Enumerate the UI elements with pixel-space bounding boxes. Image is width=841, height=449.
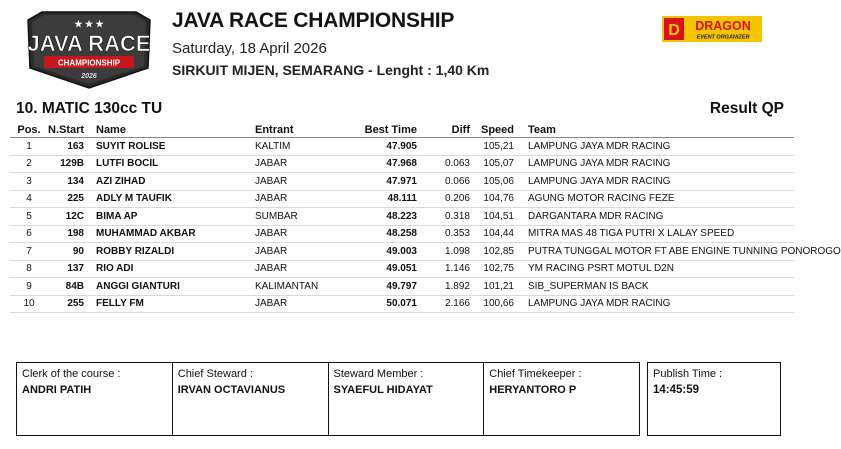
best-time-cell: 50.071 xyxy=(386,298,417,310)
diff-cell: 1.146 xyxy=(444,263,470,275)
official-name: IRVAN OCTAVIANUS xyxy=(177,384,286,396)
race-class: 10. MATIC 130cc TU xyxy=(16,100,163,117)
table-row xyxy=(10,243,841,261)
officials-panel xyxy=(16,362,640,436)
table-row xyxy=(10,278,794,296)
entrant-cell: KALIMANTAN xyxy=(255,280,319,292)
pos-cell: 8 xyxy=(26,263,32,275)
svg-text:2026: 2026 xyxy=(81,73,97,80)
start-number-cell: 90 xyxy=(72,245,84,257)
svg-text:★ ★ ★: ★ ★ ★ xyxy=(74,19,104,29)
pos-cell: 3 xyxy=(26,175,32,187)
pos-cell: 10 xyxy=(23,298,35,310)
rider-name-cell: ANGGI GIANTURI xyxy=(96,280,180,292)
table-row xyxy=(10,261,794,279)
col-name: Name xyxy=(96,123,126,136)
official-label: Steward Member : xyxy=(333,368,424,380)
entrant-cell: JABAR xyxy=(255,228,288,240)
official-name: SYAEFUL HIDAYAT xyxy=(333,384,433,396)
rider-name-cell: AZI ZIHAD xyxy=(96,175,146,187)
event-date: Saturday, 18 April 2026 xyxy=(172,40,327,57)
official-label: Chief Steward : xyxy=(177,368,253,380)
result-type: Result QP xyxy=(709,100,784,117)
entrant-cell: JABAR xyxy=(255,175,288,187)
best-time-cell: 47.905 xyxy=(386,140,417,152)
team-cell: YM RACING PSRT MOTUL D2N xyxy=(528,263,674,275)
best-time-cell: 47.971 xyxy=(386,175,417,187)
col-entrant: Entrant xyxy=(255,123,294,136)
table-row xyxy=(10,296,794,314)
diff-cell: 0.063 xyxy=(444,158,470,170)
publish-time-box xyxy=(647,362,781,436)
diff-cell: 0.318 xyxy=(444,210,470,222)
event-title: JAVA RACE CHAMPIONSHIP xyxy=(172,9,455,32)
svg-text:JAVA RACE: JAVA RACE xyxy=(27,31,151,56)
official-chief-timekeeper xyxy=(484,363,639,435)
best-time-cell: 49.003 xyxy=(386,245,417,257)
rider-name-cell: FELLY FM xyxy=(96,298,144,310)
team-cell: SIB_SUPERMAN IS BACK xyxy=(528,280,649,292)
speed-cell: 105,21 xyxy=(483,140,514,152)
official-label: Chief Timekeeper : xyxy=(489,368,582,380)
diff-cell: 1.098 xyxy=(444,245,470,257)
publish-time: 14:45:59 xyxy=(653,384,700,396)
team-cell: LAMPUNG JAYA MDR RACING xyxy=(528,175,671,187)
table-row xyxy=(10,226,794,244)
speed-cell: 102,75 xyxy=(483,263,514,275)
official-chief-steward xyxy=(173,363,329,435)
col-team: Team xyxy=(528,123,556,136)
best-time-cell: 47.968 xyxy=(386,158,417,170)
col-diff: Diff xyxy=(451,123,470,136)
start-number-cell: 84B xyxy=(65,280,84,292)
diff-cell: 1.892 xyxy=(444,280,470,292)
col-best-time: Best Time xyxy=(364,123,417,136)
team-cell: LAMPUNG JAYA MDR RACING xyxy=(528,158,671,170)
col-speed: Speed xyxy=(480,123,514,136)
start-number-cell: 134 xyxy=(67,175,84,187)
speed-cell: 105,06 xyxy=(483,175,514,187)
speed-cell: 104,51 xyxy=(483,210,514,222)
pos-cell: 9 xyxy=(26,280,32,292)
best-time-cell: 48.111 xyxy=(387,193,417,205)
official-clerk xyxy=(17,363,173,435)
table-row xyxy=(10,208,794,226)
entrant-cell: JABAR xyxy=(255,245,288,257)
entrant-cell: KALTIM xyxy=(255,140,291,152)
pos-cell: 1 xyxy=(26,140,32,152)
col-pos: Pos. xyxy=(17,123,41,136)
team-cell: PUTRA TUNGGAL MOTOR FT ABE ENGINE TUNNING PONOROGO xyxy=(528,245,841,257)
diff-cell: 2.166 xyxy=(444,298,470,310)
start-number-cell: 12C xyxy=(65,210,84,222)
speed-cell: 105,07 xyxy=(483,158,514,170)
team-cell: LAMPUNG JAYA MDR RACING xyxy=(528,140,671,152)
start-number-cell: 198 xyxy=(67,228,84,240)
diff-cell: 0.353 xyxy=(444,228,470,240)
official-steward-member xyxy=(329,363,485,435)
rider-name-cell: SUYIT ROLISE xyxy=(96,140,166,152)
table-row xyxy=(10,173,794,191)
header-block xyxy=(172,9,489,79)
results-table xyxy=(10,122,841,313)
best-time-cell: 48.258 xyxy=(386,228,417,240)
pos-cell: 2 xyxy=(26,158,32,170)
official-label: Clerk of the course : xyxy=(22,368,121,380)
table-row xyxy=(10,191,794,209)
start-number-cell: 163 xyxy=(67,140,84,152)
rider-name-cell: LUTFI BOCIL xyxy=(96,158,159,170)
table-row xyxy=(10,138,794,156)
rider-name-cell: RIO ADI xyxy=(96,263,134,275)
table-header xyxy=(10,122,794,138)
publish-label: Publish Time : xyxy=(653,368,723,380)
team-cell: DARGANTARA MDR RACING xyxy=(528,210,664,222)
speed-cell: 104,76 xyxy=(483,193,514,205)
entrant-cell: JABAR xyxy=(255,193,288,205)
diff-cell: 0.066 xyxy=(444,175,470,187)
start-number-cell: 137 xyxy=(67,263,84,275)
start-number-cell: 225 xyxy=(67,193,84,205)
entrant-cell: JABAR xyxy=(255,298,288,310)
speed-cell: 104,44 xyxy=(483,228,514,240)
rider-name-cell: MUHAMMAD AKBAR xyxy=(96,228,196,240)
start-number-cell: 255 xyxy=(67,298,84,310)
official-name: HERYANTORO P xyxy=(489,384,577,396)
pos-cell: 6 xyxy=(26,228,32,240)
speed-cell: 101,21 xyxy=(483,280,514,292)
best-time-cell: 49.797 xyxy=(386,280,417,292)
pos-cell: 7 xyxy=(26,245,32,257)
rider-name-cell: ROBBY RIZALDI xyxy=(96,245,175,257)
svg-text:DRAGON: DRAGON xyxy=(695,19,751,33)
official-name: ANDRI PATIH xyxy=(22,384,92,396)
speed-cell: 100,66 xyxy=(483,298,514,310)
entrant-cell: JABAR xyxy=(255,263,288,275)
sponsor-logo xyxy=(662,16,762,42)
best-time-cell: 48.223 xyxy=(386,210,417,222)
svg-text:EVENT ORGANIZER: EVENT ORGANIZER xyxy=(696,34,750,41)
team-cell: AGUNG MOTOR RACING FEZE xyxy=(528,193,675,205)
entrant-cell: JABAR xyxy=(255,158,288,170)
diff-cell: 0.206 xyxy=(444,193,470,205)
rider-name-cell: ADLY M TAUFIK xyxy=(96,193,172,205)
event-logo xyxy=(22,8,156,90)
best-time-cell: 49.051 xyxy=(386,263,417,275)
rider-name-cell: BIMA AP xyxy=(96,210,138,222)
svg-text:CHAMPIONSHIP: CHAMPIONSHIP xyxy=(57,58,121,68)
col-start: N.Start xyxy=(48,123,85,136)
start-number-cell: 129B xyxy=(60,158,84,170)
entrant-cell: SUMBAR xyxy=(255,210,298,222)
svg-text:D: D xyxy=(668,22,680,39)
speed-cell: 102,85 xyxy=(483,245,514,257)
table-row xyxy=(10,156,794,174)
event-venue: SIRKUIT MIJEN, SEMARANG - Lenght : 1,40 Km xyxy=(172,62,490,78)
team-cell: MITRA MAS 48 TIGA PUTRI X LALAY SPEED xyxy=(528,228,735,240)
pos-cell: 4 xyxy=(26,193,32,205)
team-cell: LAMPUNG JAYA MDR RACING xyxy=(528,298,671,310)
pos-cell: 5 xyxy=(26,210,32,222)
